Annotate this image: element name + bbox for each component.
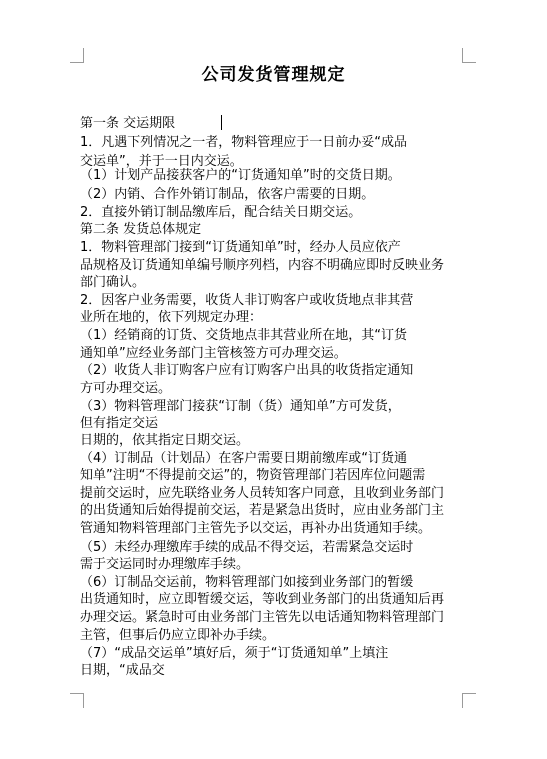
text-line: 1．物料管理部门接到“订货通知单”时，经办人员应依产	[80, 240, 401, 255]
crop-mark-bottom-right-h	[462, 693, 476, 694]
text-line: 第二条 发货总体规定	[80, 222, 202, 237]
crop-mark-bottom-left-v	[83, 693, 84, 708]
text-line: （4）订制品（计划品）在客户需要日期前缴库或“订货通	[80, 451, 408, 466]
text-line: （5）未经办理缴库手续的成品不得交运，若需紧急交运时	[80, 540, 414, 555]
text-line: 部门确认。	[80, 275, 146, 290]
text-line: 管通知物料管理部门主管先予以交运，再补办出货通知手续。	[80, 521, 432, 536]
text-line: 办理交运。紧急时可由业务部门主管先以电话通知物料管理部门	[80, 610, 445, 625]
text-line: 1．凡遇下列情况之一者，物料管理应于一日前办妥“成品	[80, 135, 408, 150]
crop-mark-bottom-left-h	[70, 693, 84, 694]
text-line: 需于交运同时办理缴库手续。	[80, 557, 250, 572]
text-line: （6）订制品交运前，物料管理部门如接到业务部门的暂缓	[80, 575, 414, 590]
text-line: 日期，“成品交	[80, 663, 165, 678]
document-title: 公司发货管理规定	[201, 65, 346, 85]
crop-mark-bottom-right-v	[462, 693, 463, 708]
text-line: 的出货通知后始得提前交运，若是紧急出货时，应由业务部门主	[80, 503, 445, 518]
text-line: 日期的，依其指定日期交运。	[80, 433, 250, 448]
text-line: （2）内销、合作外销订制品，依客户需要的日期。	[80, 187, 375, 202]
text-line: 出货通知时，应立即暂缓交运，等收到业务部门的出货通知后再	[80, 592, 445, 607]
text-line: 第一条 交运期限	[80, 116, 176, 131]
text-line: 2．直接外销订制品缴库后，配合结关日期交运。	[80, 205, 362, 220]
text-line: 2．因客户业务需要，收货人非订购客户或收货地点非其营	[80, 293, 414, 308]
text-line: 方可办理交运。	[80, 381, 172, 396]
text-line: 提前交运时，应先联络业务人员转知客户同意，且收到业务部门	[80, 486, 445, 501]
text-line: （1）计划产品接获客户的“订货通知单”时的交货日期。	[80, 168, 401, 183]
text-line: 业所在地的，依下列规定办理：	[80, 310, 263, 325]
text-line: 但有指定交运	[80, 416, 159, 431]
text-line: 交运单”，并于一日内交运。	[80, 154, 243, 169]
text-cursor	[221, 115, 222, 130]
text-line: 通知单”应经业务部门主管核签方可办理交运。	[80, 346, 347, 361]
text-line: 知单”注明“不得提前交运”的，物资管理部门若因库位问题需	[80, 468, 426, 483]
text-line: （7）“成品交运单”填好后，须于“订货通知单”上填注	[80, 646, 389, 661]
text-line: 品规格及订货通知单编号顺序列档，内容不明确应即时反映业务	[80, 258, 445, 273]
text-line: （2）收货人非订购客户应有订购客户出具的收货指定通知	[80, 363, 414, 378]
text-line: 主管，但事后仍应立即补办手续。	[80, 628, 276, 643]
text-line: （3）物料管理部门接获“订制（货）通知单”方可发货，	[80, 399, 401, 414]
text-line: （1）经销商的订货、交货地点非其营业所在地，其“订货	[80, 328, 408, 343]
